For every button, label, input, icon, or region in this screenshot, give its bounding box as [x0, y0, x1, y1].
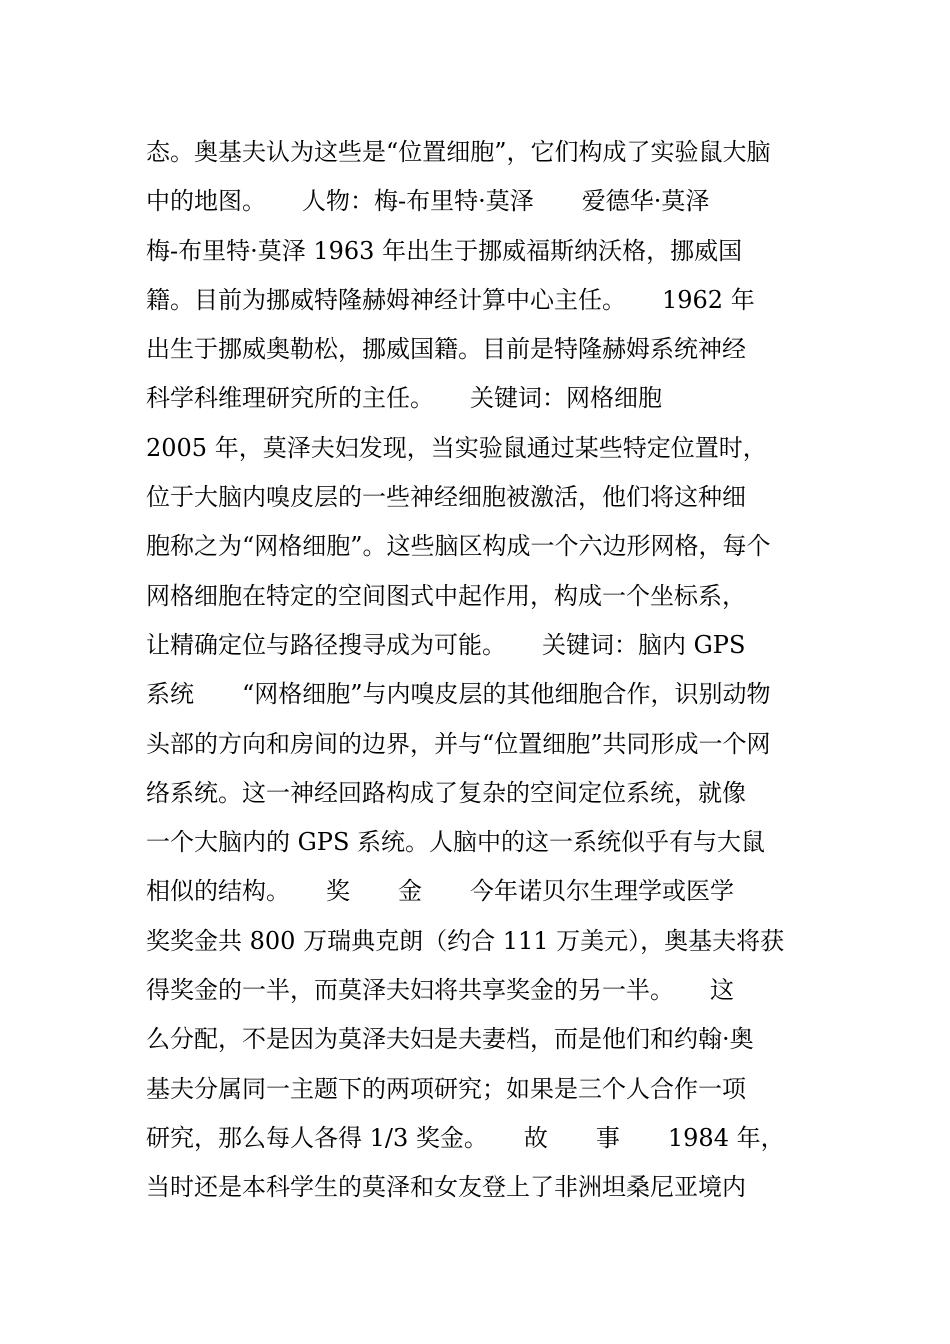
text-line-21: 研究，那么每人各得 1/3 奖金。 故 事 1984 年，	[146, 1123, 785, 1152]
text-line-20: 基夫分属同一主题下的两项研究；如果是三个人合作一项	[146, 1074, 746, 1103]
text-line-22: 当时还是本科学生的莫泽和女友登上了非洲坦桑尼亚境内	[146, 1173, 746, 1202]
body-text	[146, 128, 826, 1213]
text-line-15: 一个大脑内的 GPS 系统。人脑中的这一系统似乎有与大鼠	[146, 828, 766, 857]
text-line-9: 胞称之为“网格细胞”。这些脑区构成一个六边形网格，每个	[146, 532, 771, 561]
text-line-17: 奖奖金共 800 万瑞典克朗（约合 111 万美元），奥基夫将获	[146, 926, 785, 955]
text-line-11: 让精确定位与路径搜寻成为可能。 关键词：脑内 GPS	[146, 630, 746, 659]
text-line-18: 得奖金的一半，而莫泽夫妇将共享奖金的另一半。 这	[146, 976, 734, 1005]
text-line-13: 头部的方向和房间的边界，并与“位置细胞”共同形成一个网	[146, 729, 771, 758]
text-line-7: 2005 年，莫泽夫妇发现，当实验鼠通过某些特定位置时，	[146, 433, 767, 462]
text-line-5: 出生于挪威奥勒松，挪威国籍。目前是特隆赫姆系统神经	[146, 335, 746, 364]
text-line-1: 态。奥基夫认为这些是“位置细胞”，它们构成了实验鼠大脑	[146, 138, 771, 166]
text-line-6: 科学科维理研究所的主任。 关键词：网格细胞	[146, 384, 662, 413]
text-line-10: 网格细胞在特定的空间图式中起作用，构成一个坐标系，	[146, 581, 746, 610]
text-line-2: 中的地图。 人物：梅-布里特·莫泽 爱德华·莫泽	[146, 187, 710, 216]
text-line-4: 籍。目前为挪威特隆赫姆神经计算中心主任。 1962 年	[146, 285, 755, 314]
text-line-12: 系统 “网格细胞”与内嗅皮层的其他细胞合作，识别动物	[146, 680, 771, 709]
text-line-19: 么分配，不是因为莫泽夫妇是夫妻档，而是他们和约翰·奥	[146, 1025, 754, 1054]
text-line-14: 络系统。这一神经回路构成了复杂的空间定位系统，就像	[146, 778, 746, 807]
text-line-8: 位于大脑内嗅皮层的一些神经细胞被激活，他们将这种细	[146, 483, 746, 512]
text-line-16: 相似的结构。 奖 金 今年诺贝尔生理学或医学	[146, 877, 734, 906]
text-line-3: 梅-布里特·莫泽 1963 年出生于挪威福斯纳沃格，挪威国	[146, 236, 743, 265]
